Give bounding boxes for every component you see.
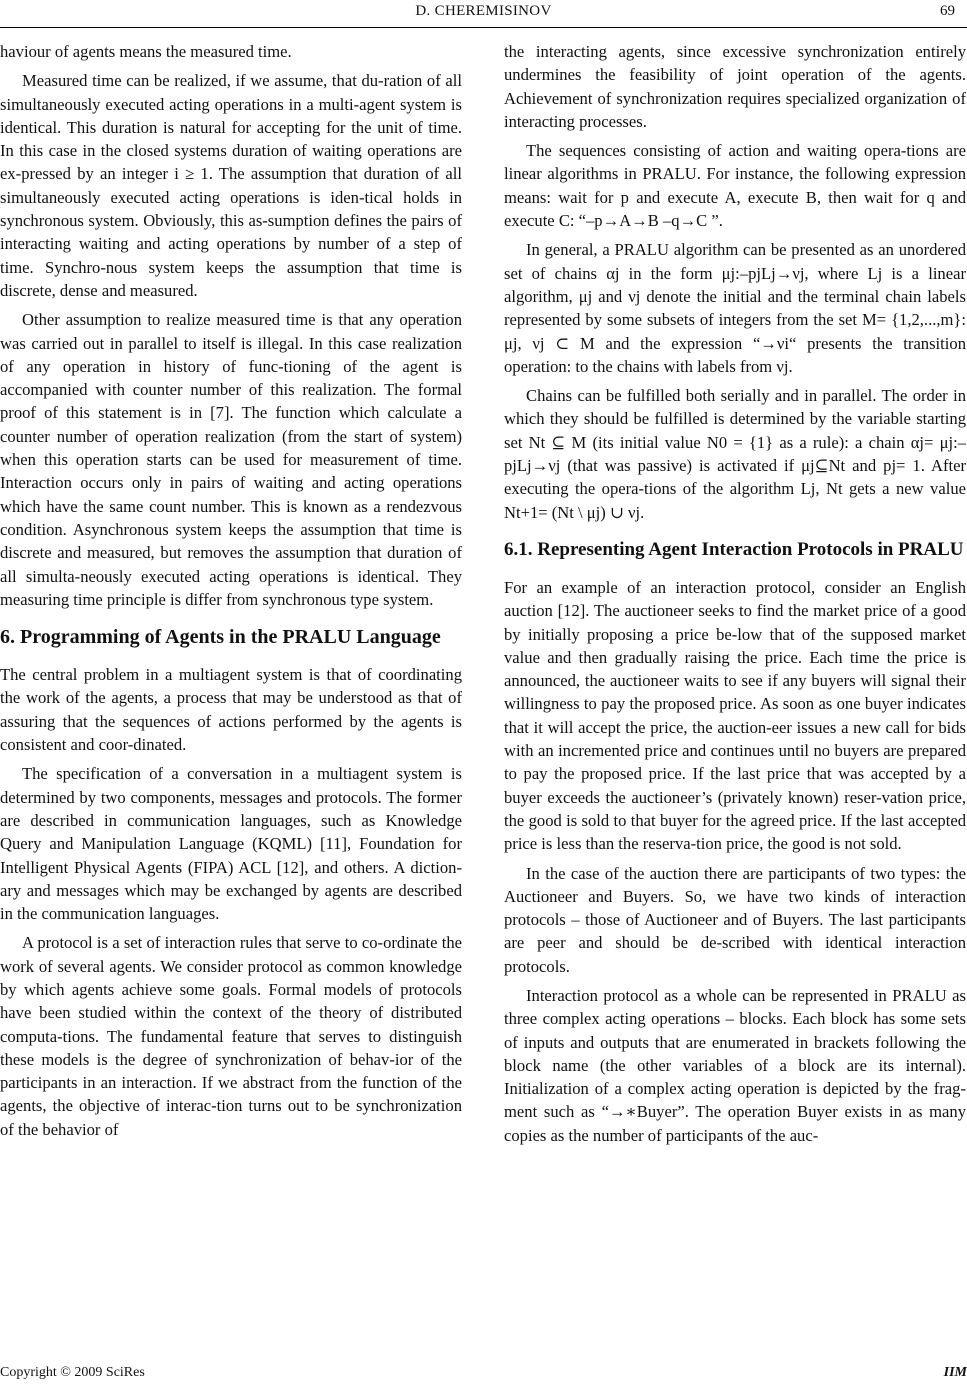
paragraph: Interaction protocol as a whole can be represented in PRALU as three complex acting operations – blocks. Each block has some sets of inputs and outputs that are enumerated in brackets following the block name (the other variables of a block are its internal). Initialization of a complex acting operation is depicted by the frag-ment such as “→∗Buyer”. The operation Buyer exists in as many copies as the number of participants of the auc- <box>504 985 966 1145</box>
footer-journal: IIM <box>943 1365 967 1380</box>
paragraph: Other assumption to realize measured time is that any operation was carried out in parallel to itself is illegal. In this case realization of any operation in history of func-tioning of the agent is accompanied with counter number of this realization. The formal proof of this statement is in [7]. The function which calculate a counter number of operation realization (from the start of system) when this operation starts can be used for measurement of time. Interaction occurs only in pairs of waiting and acting operations which have the same count number. This is known as a rendezvous condition. Asynchronous system keeps the assumption that time is discrete and measured, but removes the assumption that duration of all simulta-neously executed acting operations is identical. They measuring time principle is differ from synchronous type system. <box>0 310 462 609</box>
header-rule <box>0 27 967 28</box>
section-heading: 6. Programming of Agents in the PRALU Language <box>0 626 441 649</box>
paragraph: In the case of the auction there are participants of two types: the Auctioneer and Buyers. So, we have two kinds of interaction protocols – those of Auctioneer and of Buyers. The last participants are peer and should be de-scribed with identical interaction protocols. <box>504 863 966 976</box>
running-header-author: D. CHEREMISINOV <box>415 3 552 19</box>
paragraph: the interacting agents, since excessive synchronization entirely undermines the feasibility of joint operation of the agents. Achievement of synchronization requires specialized organization of interacting processes. <box>504 42 966 131</box>
right-column <box>504 40 966 1153</box>
paragraph: haviour of agents means the measured time. <box>0 42 292 61</box>
left-column <box>0 40 462 1147</box>
paragraph: A protocol is a set of interaction rules that serve to co-ordinate the work of several agents. We consider protocol as common knowledge by which agents achieve some goals. Formal models of protocols have been studied within the context of the theory of distributed computa-tions. The fundamental feature that serves to distinguish these models is the degree of synchronization of behav-ior of the participants in an interaction. If we abstract from the function of the agents, the objective of interac-tion turns out to be synchronization of the behavior of <box>0 933 462 1139</box>
paragraph: The central problem in a multiagent system is that of coordinating the work of the agents, a process that may be understood as that of assuring that the sequences of actions performed by the agents is consistent and coor-dinated. <box>0 665 462 755</box>
footer-copyright: Copyright © 2009 SciRes <box>0 1365 145 1380</box>
paragraph: The specification of a conversation in a multiagent system is determined by two components, messages and protocols. The former are described in communication languages, such as Knowledge Query and Manipulation Language (KQML) [11], Foundation for Intelligent Physical Agents (FIPA) ACL [12], and others. A diction-ary and messages which may be exchanged by agents are described in the communication languages. <box>0 764 462 924</box>
paragraph: Chains can be fulfilled both serially and in parallel. The order in which they should be fulfilled is determined by the variable starting set Nt ⊆ M (its initial value N0 = {1} as a rule): a chain αj= μj:–pjLj→νj (that was passive) is activated if μj⊆Nt and pj= 1. After executing the opera-tions of the algorithm Lj, Nt gets a new value Nt+1= (Nt \ μj) ∪ νj. <box>504 386 966 522</box>
paragraph: The sequences consisting of action and waiting opera-tions are linear algorithms in PRALU. For instance, the following expression means: wait for p and execute A, execute B, then wait for q and execute C: “–p→A→B –q→C ”. <box>504 141 966 231</box>
paragraph: Measured time can be realized, if we assume, that du-ration of all simultaneously executed acting operations in a multi-agent system is identical. This duration is natural for accepting for the unit of time. In this case in the closed systems duration of waiting operations are ex-pressed by an integer i ≥ 1. The assumption that duration of all simultaneously executed acting operations is iden-tical holds in synchronous system. Obviously, this as-sumption defines the pairs of interacting waiting and acting operations by number of a step of time. Synchro-nous system keeps the assumption that time is discrete, dense and measured. <box>0 71 462 300</box>
page-number: 69 <box>940 3 955 19</box>
paragraph: For an example of an interaction protocol, consider an English auction [12]. The auctioneer seeks to find the market price of a good by initially proposing a price be-low that of the supposed market value and then gradually raising the price. Each time the price is announced, the auctioneer waits to see if any buyers will signal their willingness to pay the proposed price. As soon as one buyer indicates that it will accept the price, the auction-eer issues a new call for bids with an incremented price and continues until no buyers are prepared to pay the proposed price. If the last price that was accepted by a buyer exceeds the auctioneer’s (privately known) reser-vation price, the good is sold to that buyer for the agreed price. If the last accepted price is less than the reserva-tion price, the good is not sold. <box>504 577 966 854</box>
paragraph: In general, a PRALU algorithm can be presented as an unordered set of chains αj in the form μj:–pjLj→νj, where Lj is a linear algorithm, μj and νj denote the initial and the terminal chain labels represented by some subsets of integers from the set M= {1,2,...,m}: μj, νj ⊂ M and the expression “→νi“ presents the transition operation: to the chains with labels from νj. <box>504 240 966 376</box>
subsection-heading: 6.1. Representing Agent Interaction Protocols in PRALU <box>504 538 964 560</box>
